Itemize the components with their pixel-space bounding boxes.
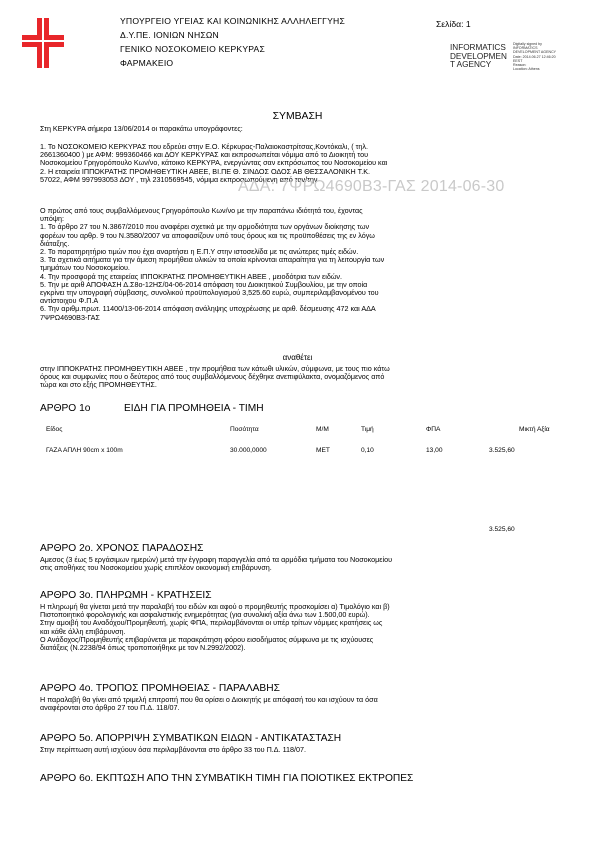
hospital-name: ΓΕΝΙΚΟ ΝΟΣΟΚΟΜΕΙΟ ΚΕΡΚΥΡΑΣ — [120, 44, 265, 54]
signature-line: Date: 2014.06.27 12:46:20 — [513, 54, 556, 59]
text-line: διάταξης. — [40, 238, 70, 248]
text-line: υπόψη: — [40, 214, 65, 224]
signature-line: Reason: — [513, 63, 527, 68]
article-6-heading: ΑΡΘΡΟ 6ο. ΕΚΠΤΩΣΗ ΑΠΟ ΤΗΝ ΣΥΜΒΑΤΙΚΗ ΤΙΜΗ ΓΙΑ ΠΟΙΟΤΙΚΕΣ ΕΚΤΡΟΠΕΣ — [40, 773, 414, 784]
page-number: Σελίδα: 1 — [436, 19, 471, 29]
informatics-line-2: DEVELOPMEN — [450, 51, 507, 61]
cell-price: 0,10 — [361, 447, 374, 454]
text-line: 7ΨΡΩ4690Β3-ΓΑΣ — [40, 312, 100, 322]
hospital-cross-logo — [22, 18, 64, 68]
text-line: 2. Η εταιρεία ΙΠΠΟΚΡΑΤΗΣ ΠΡΟΜΗΘΕΥΤΙΚΗ ΑΒΕΕ, ΒΙ.ΠΕ Θ. ΣΙΝΔΟΣ ΟΔΟΣ ΑΒ ΘΕΣΣΑΛΟΝΙΚΗ Τ.Κ. — [40, 166, 370, 176]
article-3-body — [40, 603, 560, 652]
article-5-heading: ΑΡΘΡΟ 5ο. ΑΠΟΡΡΙΨΗ ΣΥΜΒΑΤΙΚΩΝ ΕΙΔΩΝ - ΑΝΤΙΚΑΤΑΣΤΑΣΗ — [40, 733, 342, 744]
text-line: φορέων του αρθρ. 9 του Ν.3580/2007 να αποφασίζουν υπό τους όρους και τις προϋποθέσεις της εν λόγω — [40, 230, 375, 240]
text-line: Στην αμοιβή του Αναδόχου/Προμηθευτή, χωρίς ΦΠΑ, περιλαμβάνονται οι υπέρ τρίτων νόμιμες κρατήσεις ως — [40, 618, 383, 628]
text-line: 3. Τα σχετικά αιτήματα για την άμεση προμήθεια υλικών τα οποία κρίνονται απαραίτητα για τη λειτουργία των — [40, 255, 385, 265]
preamble-paragraph — [40, 207, 560, 322]
column-header-vat: ΦΠΑ — [426, 426, 441, 433]
ministry-name: ΥΠΟΥΡΓΕΙΟ ΥΓΕΙΑΣ ΚΑΙ ΚΟΙΝΩΝΙΚΗΣ ΑΛΛΗΛΕΓΓΥΗΣ — [120, 16, 345, 26]
text-line: Η πληρωμή θα γίνεται μετά την παραλαβή του ειδών και αφού ο προμηθευτής προσκομίσει α) Τιμολόγιο και β) — [40, 602, 390, 611]
signature-line: Digitally signed by — [513, 42, 542, 46]
text-line: και κάθε άλλη επιβάρυνση. — [40, 626, 126, 636]
article-4-body — [40, 696, 560, 712]
text-line: Στην περίπτωση αυτή ισχύουν όσα περιλαμβάνονται στο άρθρο 33 του Π.Δ. 118/07. — [40, 745, 307, 754]
text-line: αντίστοιχου Φ.Π.Α — [40, 296, 99, 306]
article-5-body — [40, 746, 560, 754]
text-line: 4. Την προσφορά της εταιρείας ΙΠΠΟΚΡΑΤΗΣ ΠΡΟΜΗΘΕΥΤΙΚΗ ΑΒΕΕ , μειοδότρια των ειδών. — [40, 271, 343, 281]
column-header-gross-value: Μικτή Αξία — [519, 426, 550, 433]
department-name: ΦΑΡΜΑΚΕΙΟ — [120, 58, 174, 68]
cell-vat: 13,00 — [426, 447, 443, 454]
signature-line: Location: Athens — [513, 67, 540, 72]
article-2-body — [40, 556, 560, 572]
text-line: 2. Το παρατηρητήριο τιμών που έχει αναρτήσει η Ε.Π.Υ στην ιστοσελίδα με τις ανώτερες τιμές ειδών. — [40, 247, 359, 257]
text-line: Ο πρώτος από τους συμβαλλόμενους Γρηγορόπουλο Κων/νο με την παραπάνω ιδιότητά του, έχοντας — [40, 206, 363, 215]
intro-line: Στη ΚΕΡΚΥΡΑ σήμερα 13/06/2014 οι παρακάτω υπογράφοντες: — [40, 124, 243, 133]
text-line: Η παραλαβή θα γίνει από τριμελή επιτροπή που θα ορίσει ο Διοικητής με απόφασή του και ισχύουν τα όσα — [40, 695, 378, 704]
signature-line: DEVELOPMENT AGENCY — [513, 50, 557, 55]
column-header-quantity: Ποσότητα — [230, 426, 259, 433]
text-line: 1. Το ΝΟΣΟΚΟΜΕΙΟ ΚΕΡΚΥΡΑΣ που εδρεύει στην Ε.Ο. Κέρκυρας-Παλαιοκαστρίτσας,Κοντόκαλι, ( τηλ. — [40, 142, 369, 151]
article-1-title: ΕΙΔΗ ΓΙΑ ΠΡΟΜΗΘΕΙΑ - ΤΙΜΗ — [124, 403, 264, 414]
text-line: όρους και συμφωνίες που ο δεύτερος από τους συμβαλλόμενους δέχθηκε ανεπιφύλακτα, ονομαζόμενος από — [40, 372, 385, 382]
text-line: τμημάτων του Νοσοκομείου. — [40, 263, 130, 273]
assignment-paragraph — [40, 365, 560, 390]
cell-quantity: 30.000,0000 — [230, 447, 267, 454]
ada-watermark: ΑΔΑ: 7ΨΡΩ4690Β3-ΓΑΣ 2014-06-30 — [238, 178, 505, 195]
text-line: Πιστοποιητικό φορολογικής και ασφαλιστικής ενημερότητας (για συνολική αξία άνω των 1.500,00 ευρώ). — [40, 610, 370, 620]
text-line: 57022, ΑΦΜ 997993053 ΔΟΥ , τηλ 2310569545, νόμιμα εκπροσωπούμενη από τον/την — [40, 174, 318, 184]
informatics-line-1: INFORMATICS — [450, 43, 506, 52]
column-header-price: Τιμή — [361, 426, 374, 433]
column-header-item: Είδος — [46, 426, 63, 433]
total-amount: 3.525,60 — [489, 526, 515, 533]
text-line: 2661360400 ) με ΑΦΜ: 999360466 και ΔΟΥ ΚΕΡΚΥΡΑΣ και εκπροσωπείται νόμιμα από το Διοικητή του — [40, 150, 369, 160]
text-line: διατάξεις (Ν.2238/94 όπως τροποποιήθηκε με τον Ν.2992/2002). — [40, 643, 246, 653]
column-header-unit: Μ/Μ — [316, 426, 329, 433]
cell-unit: ΜΕΤ — [316, 447, 330, 454]
cell-item: ΓΑΖΑ ΑΠΛΗ 90cm x 100m — [46, 447, 123, 454]
text-line: στην ΙΠΠΟΚΡΑΤΗΣ ΠΡΟΜΗΘΕΥΤΙΚΗ ΑΒΕΕ , την προμήθεια των κάτωθι υλικών, σύμφωνα, με τους πιο κάτω — [40, 364, 390, 373]
article-2-heading: ΑΡΘΡΟ 2ο. ΧΡΟΝΟΣ ΠΑΡΑΔΟΣΗΣ — [40, 543, 204, 554]
signature-line: INFORMATICS — [513, 46, 538, 51]
document-title: ΣΥΜΒΑΣΗ — [272, 111, 323, 122]
informatics-line-3: T AGENCY — [450, 60, 492, 70]
text-line: Αμεσος (3 έως 5 εργάσιμων ημερών) μετά την έγγραφη παραγγελία από τα αρμόδια τμήματα του Νοσοκομείου — [40, 555, 393, 564]
text-line: Ο Ανάδοχος/Προμηθευτής επιβαρύνεται με παρακράτηση φόρου εισοδήματος σύμφωνα με τις ισχύουσες — [40, 634, 374, 644]
article-1-number: ΑΡΘΡΟ 1ο — [40, 403, 91, 414]
digital-signature-block — [513, 42, 556, 71]
health-region-name: Δ.Υ.ΠΕ. ΙΟΝΙΩΝ ΝΗΣΩΝ — [120, 30, 219, 40]
cell-gross-value: 3.525,60 — [489, 447, 515, 454]
text-line: αναφέρονται στο άρθρο 27 του Π.Δ. 118/07. — [40, 703, 180, 713]
text-line: εγκρίνει την υπογραφή σύμβασης, συνολικού προϋπολογισμού 3,525.60 ευρώ, συμπεριλαμβανομένου του — [40, 288, 379, 298]
text-line: στις αποθήκες του Νοσοκομείου χωρίς επιπλέον οικονομική επιβάρυνση. — [40, 563, 272, 573]
text-line: τώρα και στο εξής ΠΡΟΜΗΘΕΥΤΗΣ. — [40, 380, 157, 390]
article-3-heading: ΑΡΘΡΟ 3ο. ΠΛΗΡΩΜΗ - ΚΡΑΤΗΣΕΙΣ — [40, 590, 212, 601]
informatics-agency-stamp — [450, 44, 507, 70]
article-4-heading: ΑΡΘΡΟ 4ο. ΤΡΟΠΟΣ ΠΡΟΜΗΘΕΙΑΣ - ΠΑΡΑΛΑΒΗΣ — [40, 683, 280, 694]
assigns-heading: αναθέτει — [282, 353, 313, 362]
text-line: 6. Την αριθμ.πρωτ. 11400/13-06-2014 απόφαση ανάληψης υποχρέωσης με αριθ. δέσμευσης 472 και ΑΔΑ — [40, 304, 376, 314]
text-line: 1. Το άρθρο 27 του Ν.3867/2010 που αναφέρει σχετικά με την αρμοδιότητα των οργάνων διοίκησης των — [40, 222, 370, 232]
text-line: Νοσοκομείου Γρηγορόπουλο Κων/νο, κάτοικο ΚΕΡΚΥΡΑ, ενεργώντας σαν εκπρόσωπος του Νοσοκομείου και — [40, 158, 388, 168]
text-line: 5. Την με αριθ ΑΠΟΦΑΣΗ Δ.Σ8ο-12ΗΣ/04-06-2014 απόφαση του Διοικητικού Συμβουλίου, με την οποία — [40, 279, 368, 289]
signature-line: EEST — [513, 58, 523, 63]
